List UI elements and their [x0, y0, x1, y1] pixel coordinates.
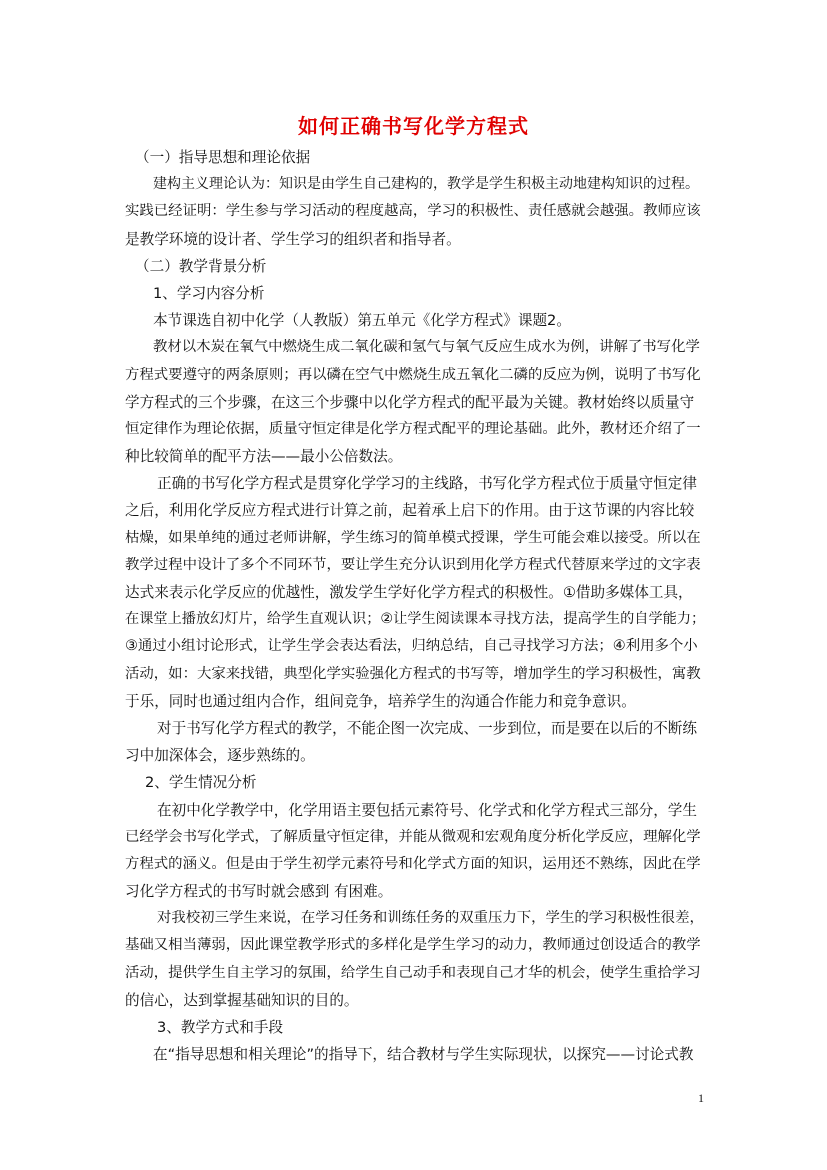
text-line: 在课堂上播放幻灯片，给学生直观认识；②让学生阅读课本寻找方法，提高学生的自学能力；	[125, 611, 705, 628]
text-line: 于乐，同时也通过组内合作，组间竞争，培养学生的沟通合作能力和竞争意识。	[125, 692, 636, 710]
text-line: 实践已经证明：学生参与学习活动的程度越高，学习的积极性、责任感就会越强。教师应该	[125, 203, 701, 220]
text-line: 建构主义理论认为：知识是由学生自己建构的，教学是学生积极主动地建构知识的过程。	[153, 176, 699, 193]
text-line: 教学过程中设计了多个不同环节，要让学生充分认识到用化学方程式代替原来学过的文字表	[125, 556, 701, 573]
text-line: 3、教学方式和手段	[157, 1019, 284, 1036]
text-line: 枯燥，如果单纯的通过老师讲解，学生练习的简单模式授课，学生可能会难以接受。所以在	[125, 529, 701, 546]
text-line: 1、学习内容分析	[153, 284, 265, 302]
text-line: 基础又相当薄弱，因此课堂教学形式的多样化是学生学习的动力，教师通过创设适合的教学	[125, 937, 701, 954]
text-line: 是教学环境的设计者、学生学习的组织者和指导者。	[125, 230, 461, 248]
text-line: 对于书写化学方程式的教学，不能企图一次完成、一步到位，而是要在以后的不断练	[157, 719, 697, 737]
text-line: 在“指导思想和相关理论”的指导下，结合教材与学生实际现状，以探究——讨论式教	[153, 1046, 694, 1064]
text-line: 学方程式的三个步骤，在这三个步骤中以化学方程式的配平最为关键。教材始终以质量守	[125, 393, 695, 411]
text-line: 教材以木炭在氧气中燃烧生成二氧化碳和氢气与氧气反应生成水为例，讲解了书写化学	[153, 339, 700, 356]
text-line: 方程式要遵守的两条原则；再以磷在空气中燃烧生成五氧化二磷的反应为例，说明了书写化	[125, 366, 701, 383]
text-line: （一）指导思想和理论依据	[135, 149, 311, 166]
document-title: 如何正确书写化学方程式	[298, 114, 529, 138]
text-line: 方程式的涵义。但是由于学生初学元素符号和化学式方面的知识，运用还不熟练，因此在学	[125, 855, 701, 872]
text-line: 活动，如：大家来找错，典型化学实验强化方程式的书写等，增加学生的学习积极性，寓教	[125, 665, 701, 682]
text-line: 习中加深体会，逐步熟练的。	[125, 747, 315, 765]
text-line: 达式来表示化学反应的优越性，激发学生学好化学方程式的积极性。①借助多媒体工具，	[125, 584, 693, 601]
text-line: 习化学方程式的书写时就会感到 有困难。	[125, 883, 393, 901]
page-number: 1	[698, 1091, 704, 1105]
text-line: 之后，利用化学反应方程式进行计算之前，起着承上启下的作用。由于这节课的内容比较	[125, 502, 695, 520]
text-line: （二）教学背景分析	[135, 257, 267, 275]
text-line: 已经学会书写化学式，了解质量守恒定律，并能从微观和宏观角度分析化学反应，理解化学	[125, 828, 701, 845]
text-line: 正确的书写化学方程式是贯穿化学学习的主线路，书写化学方程式位于质量守恒定律	[157, 475, 697, 493]
document-body	[125, 144, 705, 1068]
text-line: 的信心，达到掌握基础知识的目的。	[125, 991, 359, 1009]
text-line: 本节课选自初中化学（人教版）第五单元《化学方程式》课题2。	[153, 312, 571, 330]
text-line: 在初中化学教学中，化学用语主要包括元素符号、化学式和化学方程式三部分，学生	[157, 801, 697, 819]
text-line: 对我校初三学生来说，在学习任务和训练任务的双重压力下，学生的学习积极性很差，	[157, 910, 704, 927]
text-line: 恒定律作为理论依据，质量守恒定律是化学方程式配平的理论基础。此外，教材还介绍了一	[125, 420, 701, 437]
text-line: 活动，提供学生自主学习的氛围，给学生自己动手和表现自己才华的机会，使学生重拾学习	[125, 964, 701, 981]
text-line: 种比较简单的配平方法——最小公倍数法。	[125, 448, 403, 466]
text-line: ③通过小组讨论形式，让学生学会表达看法，归纳总结，自己寻找学习方法；④利用多个小	[125, 638, 698, 655]
text-line: 2、学生情况分析	[145, 774, 257, 792]
